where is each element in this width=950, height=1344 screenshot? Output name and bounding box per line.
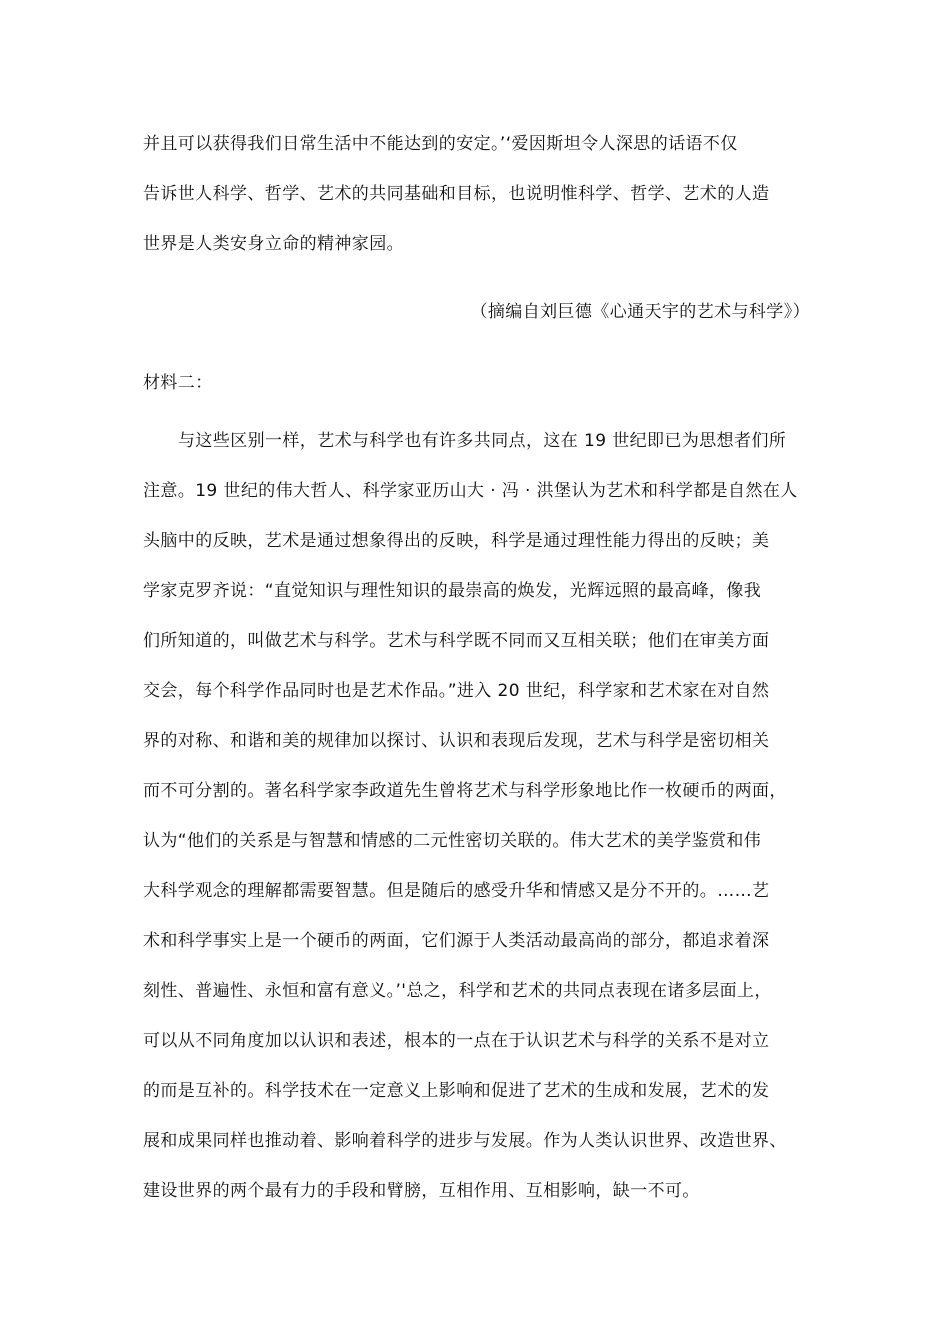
paragraph-line: 刻性、普遍性、永恒和富有意义。’'总之，科学和艺术的共同点表现在诸多层面上， <box>143 981 772 1001</box>
paragraph-line: 并且可以获得我们日常生活中不能达到的安定。’‘爱因斯坦令人深思的话语不仅 <box>143 134 738 154</box>
paragraph-line: 界的对称、和谐和美的规律加以探讨、认识和表现后发现，艺术与科学是密切相关 <box>143 731 770 751</box>
paragraph-line: 大科学观念的理解都需要智慧。但是随后的感受升华和情感又是分不开的。……艺 <box>143 881 770 901</box>
paragraph-line: 告诉世人科学、哲学、艺术的共同基础和目标，也说明惟科学、哲学、艺术的人造 <box>143 184 770 204</box>
paragraph-line: 认为“他们的关系是与智慧和情感的二元性密切关联的。伟大艺术的美学鉴赏和伟 <box>143 831 762 851</box>
paragraph-line: 与这些区别一样，艺术与科学也有许多共同点，这在 19 世纪即已为思想者们所 <box>178 431 787 451</box>
paragraph-line: 们所知道的，叫做艺术与科学。艺术与科学既不同而又互相关联；他们在审美方面 <box>143 631 770 651</box>
source-citation: （摘编自刘巨德《心通天宇的艺术与科学》） <box>470 302 810 322</box>
paragraph-line: 世界是人类安身立命的精神家园。 <box>143 234 404 254</box>
paragraph-line: 而不可分割的。著名科学家李政道先生曾将艺术与科学形象地比作一枚硬币的两面， <box>143 781 787 801</box>
paragraph-line: 的而是互补的。科学技术在一定意义上影响和促进了艺术的生成和发展，艺术的发 <box>143 1081 770 1101</box>
paragraph-line: 术和科学事实上是一个硬币的两面，它们源于人类活动最高尚的部分，都追求着深 <box>143 931 770 951</box>
section-heading: 材料二： <box>143 373 213 393</box>
paragraph-line: 注意。19 世纪的伟大哲人、科学家亚历山大 · 冯 · 洪堡认为艺术和科学都是自然在人 <box>143 481 798 501</box>
paragraph-line: 可以从不同角度加以认识和表述，根本的一点在于认识艺术与科学的关系不是对立 <box>143 1031 770 1051</box>
paragraph-line: 学家克罗齐说：“直觉知识与理性知识的最崇高的焕发，光辉远照的最高峰，像我 <box>143 581 762 601</box>
paragraph-line: 交会，每个科学作品同时也是艺术作品。”进入 20 世纪，科学家和艺术家在对自然 <box>143 681 770 701</box>
paragraph-line: 建设世界的两个最有力的手段和臂膀，互相作用、互相影响，缺一不可。 <box>143 1181 700 1201</box>
paragraph-line: 展和成果同样也推动着、影响着科学的进步与发展。作为人类认识世界、改造世界、 <box>143 1131 787 1151</box>
paragraph-line: 头脑中的反映，艺术是通过想象得出的反映，科学是通过理性能力得出的反映；美 <box>143 531 770 551</box>
